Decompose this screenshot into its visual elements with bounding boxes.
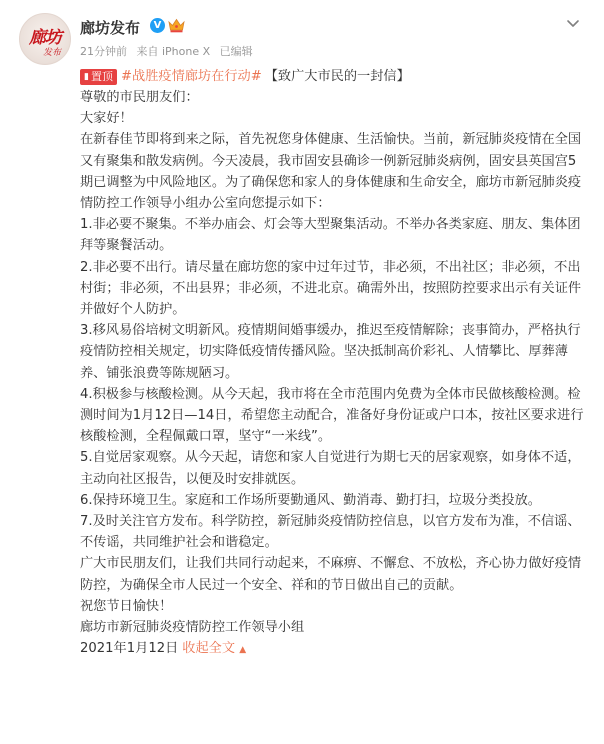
verified-icon: V <box>150 18 165 33</box>
post-title-line <box>80 66 585 87</box>
paragraph-closing: 广大市民朋友们，让我们共同行动起来，不麻痹、不懈怠、不放松，齐心协力做好疫情防控，为确保全市人民过一个安全、祥和的节日做出自己的贡献。 <box>80 556 582 593</box>
pinned-badge <box>80 69 117 85</box>
pinned-label: 置顶 <box>90 69 113 83</box>
caret-up-icon: ▲ <box>239 645 247 656</box>
post-time[interactable]: 21分钟前 <box>80 45 127 58</box>
date-row <box>80 638 585 661</box>
post-header <box>0 0 604 66</box>
paragraph-item-6: 6.保持环境卫生。家庭和工作场所要勤通风、勤消毒、勤打扫，垃圾分类投放。 <box>80 492 541 508</box>
vip-crown-icon <box>168 18 185 33</box>
paragraph-wishes: 祝您节日愉快！ <box>80 598 173 614</box>
paragraph-hello: 大家好！ <box>80 111 133 127</box>
post-body <box>80 66 585 661</box>
avatar-logo-subtext: 发布 <box>42 48 61 58</box>
paragraph-item-1: 1.非必要不聚集。不举办庙会、灯会等大型聚集活动。不举办各类家庭、朋友、集体团拜等聚餐活动。 <box>80 217 581 254</box>
post-title: 【致广大市民的一封信】 <box>264 68 410 84</box>
post-date: 2021年1月12日 <box>80 641 179 657</box>
collapse-label: 收起全文 <box>182 641 236 657</box>
author-name[interactable]: 廊坊发布 <box>80 19 141 37</box>
paragraph-item-4: 4.积极参与核酸检测。从今天起，我市将在全市范围内免费为全体市民做核酸检测。检测时间为1月12日—14日，希望您主动配合，准备好身份证或户口本，按社区要求进行核酸检测，全程佩戴口罩，坚守“一米线”。 <box>80 386 584 445</box>
paragraph-item-3: 3.移风易俗培树文明新风。疫情期间婚事缓办，推迟至疫情解除；丧事简办，严格执行疫情防控相关规定，切实降低疫情传播风险。坚决抵制高价彩礼、人情攀比、厚葬薄养、铺张浪费等陈规陋习。 <box>80 323 581 381</box>
signature: 廊坊市新冠肺炎疫情防控工作领导小组 <box>80 620 305 636</box>
pin-icon: ▮ <box>84 71 89 82</box>
paragraph-item-2: 2.非必要不出行。请尽量在廊坊您的家中过年过节，非必须，不出社区；非必须，不出村街；非必须，不出县界；非必须，不进北京。确需外出，按照防控要求出示有关证件并做好个人防护。 <box>80 259 582 318</box>
paragraph-item-5: 5.自觉居家观察。从今天起，请您和家人自觉进行为期七天的居家观察，如身体不适，主动向社区报告，以便及时安排就医。 <box>80 450 581 487</box>
paragraph-intro: 在新春佳节即将到来之际，首先祝您身体健康、生活愉快。当前，新冠肺炎疫情在全国又有聚集和散发病例。今天凌晨，我市固安县确诊一例新冠肺炎病例，固安县英国宫5期已调整为中风险地区。为了确保您和家人的身体健康和生命安全，廊坊市新冠肺炎疫情防控工作领导小组办公室向您提示如下： <box>80 132 582 212</box>
author-avatar[interactable] <box>19 13 71 65</box>
edited-label[interactable]: 已编辑 <box>219 45 253 58</box>
post-source: 来自 iPhone X <box>136 45 211 58</box>
collapse-text-link[interactable] <box>182 641 246 656</box>
post-meta <box>80 43 259 59</box>
chevron-down-icon[interactable] <box>566 16 580 30</box>
paragraph-item-7: 7.及时关注官方发布。科学防控，新冠肺炎疫情防控信息，以官方发布为准，不信谣、不传谣，共同维护社会和谐稳定。 <box>80 514 581 551</box>
paragraph-greeting: 尊敬的市民朋友们： <box>80 90 199 105</box>
topic-hashtag-link[interactable]: #战胜疫情廊坊在行动# <box>120 68 262 84</box>
avatar-logo-text: 廊坊 <box>29 28 61 48</box>
